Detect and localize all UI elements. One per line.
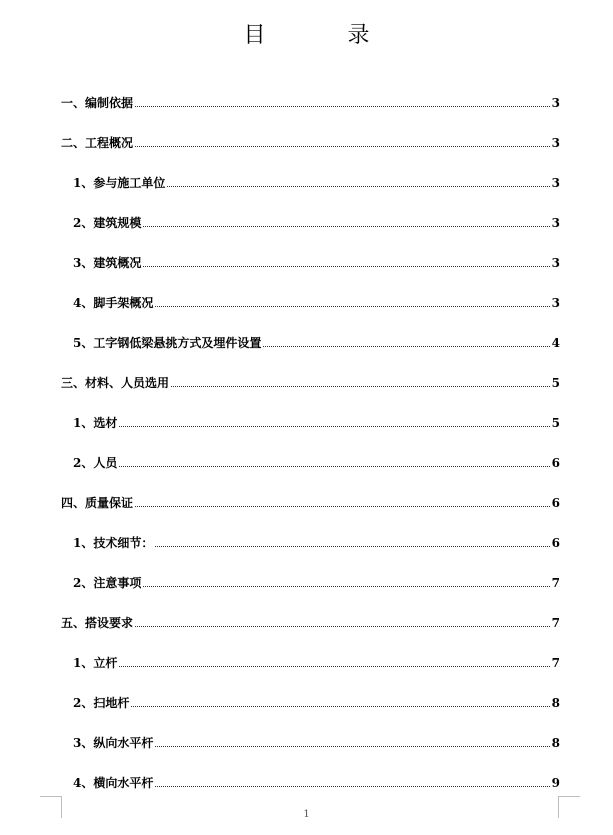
toc-entry-label: 1、立杆 [73,656,118,670]
toc-entry-page: 8 [551,736,560,750]
toc-entry-label: 五、搭设要求 [61,616,134,630]
toc-entry-page: 7 [551,656,560,670]
toc-entry[interactable] [73,172,560,190]
margin-mark-left-horizontal [40,796,61,797]
toc-entry-label: 5、工字钢低梁悬挑方式及埋件设置 [73,336,262,350]
toc-entry[interactable] [73,332,560,350]
toc-entry[interactable] [73,572,560,590]
toc-leader-dots [119,426,549,427]
toc-entry-page: 9 [551,776,560,790]
toc-entry[interactable] [73,692,560,710]
margin-mark-right-horizontal [558,796,580,797]
toc-leader-dots [155,306,549,307]
toc-entry-label: 四、质量保证 [61,496,134,510]
toc-leader-dots [135,146,550,147]
toc-entry[interactable] [73,652,560,670]
toc-leader-dots [155,746,549,747]
toc-entry[interactable] [73,772,560,790]
toc-entry-label: 一、编制依据 [61,96,134,110]
toc-entry-page: 3 [551,216,560,230]
page-number: 1 [303,809,310,820]
toc-leader-dots [143,226,549,227]
toc-title-char-1: 目 [243,23,266,48]
toc-title-char-2: 录 [347,23,370,48]
toc-entry-label: 2、建筑规模 [73,216,142,230]
toc-entry[interactable] [61,92,560,110]
toc-leader-dots [263,346,549,347]
toc-entry[interactable] [73,732,560,750]
toc-entry[interactable] [73,252,560,270]
toc-leader-dots [171,386,550,387]
toc-entry[interactable] [73,212,560,230]
toc-entry-page: 6 [551,536,560,550]
toc-entry[interactable] [73,412,560,430]
toc-leader-dots [135,106,550,107]
toc-entry-label: 4、横向水平杆 [73,776,154,790]
toc-entry-page: 6 [551,496,560,510]
toc-entry[interactable] [61,612,560,630]
toc-leader-dots [155,786,549,787]
toc-entry-page: 6 [551,456,560,470]
toc-entry-page: 7 [551,576,560,590]
toc-entry-page: 7 [551,616,560,630]
toc-entry-label: 1、技术细节： [73,536,154,550]
toc-leader-dots [119,666,549,667]
toc-entry-label: 1、参与施工单位 [73,176,166,190]
toc-entry[interactable] [61,132,560,150]
toc-leader-dots [119,466,549,467]
toc-entry-label: 三、材料、人员选用 [61,376,170,390]
toc-leader-dots [135,506,550,507]
toc-entry-page: 3 [551,296,560,310]
toc-leader-dots [135,626,550,627]
toc-leader-dots [143,266,549,267]
toc-entry-label: 2、注意事项 [73,576,142,590]
toc-entry-label: 3、建筑概况 [73,256,142,270]
toc-leader-dots [167,186,549,187]
toc-entry-page: 3 [551,136,560,150]
toc-entry-page: 3 [551,96,560,110]
toc-entry[interactable] [73,532,560,550]
toc-entry-label: 二、工程概况 [61,136,134,150]
toc-entry[interactable] [73,292,560,310]
toc-entry-label: 3、纵向水平杆 [73,736,154,750]
toc-entry-label: 2、扫地杆 [73,696,130,710]
toc-entry[interactable] [61,372,560,390]
toc-entry-label: 4、脚手架概况 [73,296,154,310]
toc-entry-page: 5 [551,376,560,390]
toc-entry[interactable] [61,492,560,510]
toc-entry-page: 5 [551,416,560,430]
toc-entry-page: 8 [551,696,560,710]
toc-entry-page: 4 [551,336,560,350]
toc-leader-dots [143,586,549,587]
toc-entry-page: 3 [551,176,560,190]
toc-entry[interactable] [73,452,560,470]
toc-entry-page: 3 [551,256,560,270]
toc-leader-dots [155,546,549,547]
toc-entry-label: 1、选材 [73,416,118,430]
toc-entry-label: 2、人员 [73,456,118,470]
toc-leader-dots [131,706,549,707]
